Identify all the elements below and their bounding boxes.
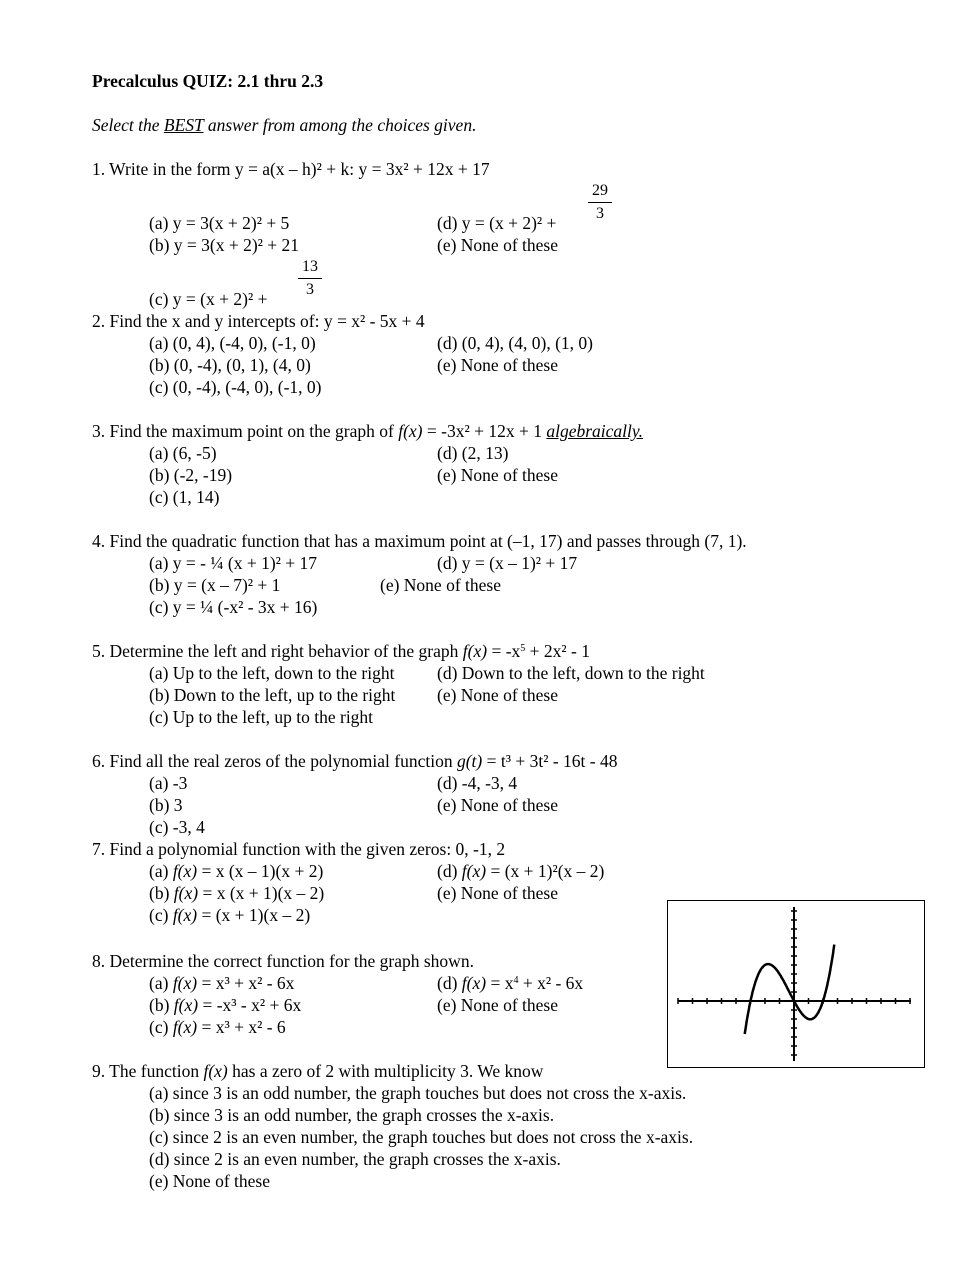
q1-c-denominator: 3	[306, 281, 314, 298]
q1-choice-b[interactable]: (b) y = 3(x + 2)² + 21	[149, 235, 300, 255]
q1-choice-c[interactable]: (c) y = (x + 2)² +	[149, 289, 268, 309]
q8-choice-e[interactable]: (e) None of these	[437, 995, 558, 1015]
q7-d-label: (d)	[437, 861, 462, 881]
q5-prompt-pre: 5. Determine the left and right behavior of the graph	[92, 641, 463, 661]
q4-prompt: 4. Find the quadratic function that has a maximum point at (–1, 17) and passes through (7, 1).	[92, 531, 747, 551]
q8-c-rest: = x³ + x² - 6	[197, 1017, 286, 1037]
q7-choice-e[interactable]: (e) None of these	[437, 883, 558, 903]
q3-algebraically: algebraically.	[546, 421, 644, 441]
q6-choice-d[interactable]: (d) -4, -3, 4	[437, 773, 518, 793]
q8-graph	[667, 900, 925, 1068]
q7-a-rest: = x (x – 1)(x + 2)	[197, 861, 324, 881]
q5-choice-b[interactable]: (b) Down to the left, up to the right	[149, 685, 396, 705]
q1-d-denominator: 3	[596, 205, 604, 222]
q1-choice-c-fraction	[298, 258, 322, 299]
q2-choice-a[interactable]: (a) (0, 4), (-4, 0), (-1, 0)	[149, 333, 316, 353]
q9-choice-a[interactable]: (a) since 3 is an odd number, the graph touches but does not cross the x-axis.	[149, 1083, 687, 1103]
q5-choice-a[interactable]: (a) Up to the left, down to the right	[149, 663, 395, 683]
q8-choice-c[interactable]	[149, 1016, 286, 1038]
q4-choice-e[interactable]: (e) None of these	[380, 575, 501, 595]
q3-fx: f(x)	[398, 421, 423, 441]
q7-b-fx: f(x)	[173, 883, 199, 903]
q8-c-fx: f(x)	[172, 1017, 198, 1037]
q3-prompt-pre: 3. Find the maximum point on the graph of	[92, 421, 399, 441]
q6-prompt-post: = t³ + 3t² - 16t - 48	[482, 751, 618, 771]
q6-choice-c[interactable]: (c) -3, 4	[149, 817, 205, 837]
q8-b-label: (b)	[149, 995, 174, 1015]
q9-choice-e[interactable]: (e) None of these	[149, 1171, 270, 1191]
q3-choice-d[interactable]: (d) (2, 13)	[437, 443, 509, 463]
q8-d-rest-pre: = x	[486, 973, 514, 993]
q3-prompt-mid: = -3x² + 12x + 1	[422, 421, 547, 441]
q8-b-rest: = -x³ - x² + 6x	[198, 995, 302, 1015]
q5-prompt-post: + 2x² - 1	[525, 641, 590, 661]
q7-c-label: (c)	[149, 905, 173, 925]
q2-choice-e[interactable]: (e) None of these	[437, 355, 558, 375]
q1-choice-a[interactable]: (a) y = 3(x + 2)² + 5	[149, 213, 290, 233]
q1-choice-d-fraction	[588, 182, 612, 223]
q7-choice-a[interactable]	[149, 860, 323, 882]
q7-b-label: (b)	[149, 883, 174, 903]
q9-choice-c[interactable]: (c) since 2 is an even number, the graph touches but does not cross the x-axis.	[149, 1127, 694, 1147]
q8-c-label: (c)	[149, 1017, 173, 1037]
q1-d-numerator: 29	[588, 182, 612, 203]
q7-prompt: 7. Find a polynomial function with the given zeros: 0, -1, 2	[92, 839, 506, 859]
q8-d-rest-post: + x² - 6x	[518, 973, 584, 993]
q5-prompt	[92, 640, 590, 662]
q8-choice-a[interactable]	[149, 972, 294, 994]
q2-choice-c[interactable]: (c) (0, -4), (-4, 0), (-1, 0)	[149, 377, 322, 397]
q8-d-label: (d)	[437, 973, 462, 993]
q9-prompt	[92, 1060, 543, 1082]
q7-choice-b[interactable]	[149, 882, 324, 904]
q6-choice-e[interactable]: (e) None of these	[437, 795, 558, 815]
instructions-pre: Select the	[92, 115, 164, 135]
q9-choice-d[interactable]: (d) since 2 is an even number, the graph crosses the x-axis.	[149, 1149, 561, 1169]
q6-prompt	[92, 750, 618, 772]
q8-choice-b[interactable]	[149, 994, 301, 1016]
q4-choice-d[interactable]: (d) y = (x – 1)² + 17	[437, 553, 578, 573]
instructions	[92, 114, 476, 136]
q7-b-rest: = x (x + 1)(x – 2)	[198, 883, 325, 903]
q6-prompt-pre: 6. Find all the real zeros of the polynomial function	[92, 751, 457, 771]
q3-choice-a[interactable]: (a) (6, -5)	[149, 443, 217, 463]
q7-a-label: (a)	[149, 861, 173, 881]
q5-prompt-mid: = -x	[487, 641, 521, 661]
q8-d-fx: f(x)	[461, 973, 487, 993]
instructions-best: BEST	[163, 115, 204, 135]
q1-c-numerator: 13	[298, 258, 322, 279]
graph-curve	[745, 945, 835, 1034]
q1-choice-e[interactable]: (e) None of these	[437, 235, 558, 255]
q4-choice-a[interactable]: (a) y = - ¼ (x + 1)² + 17	[149, 553, 318, 573]
q7-choice-c[interactable]	[149, 904, 310, 926]
q7-c-fx: f(x)	[172, 905, 198, 925]
q5-choice-d[interactable]: (d) Down to the left, down to the right	[437, 663, 705, 683]
q7-d-rest: = (x + 1)²(x – 2)	[486, 861, 605, 881]
q7-d-fx: f(x)	[461, 861, 487, 881]
q6-choice-b[interactable]: (b) 3	[149, 795, 183, 815]
q4-choice-c[interactable]: (c) y = ¼ (-x² - 3x + 16)	[149, 597, 318, 617]
q9-fx: f(x)	[203, 1061, 228, 1081]
q9-prompt-pre: 9. The function	[92, 1061, 204, 1081]
q5-fx: f(x)	[462, 641, 488, 661]
q5-exponent: 5	[520, 643, 526, 654]
q1-choice-d[interactable]: (d) y = (x + 2)² +	[437, 213, 557, 233]
q2-prompt: 2. Find the x and y intercepts of: y = x² - 5x + 4	[92, 311, 425, 331]
q9-choice-b[interactable]: (b) since 3 is an odd number, the graph crosses the x-axis.	[149, 1105, 555, 1125]
q8-a-rest: = x³ + x² - 6x	[197, 973, 295, 993]
q9-prompt-post: has a zero of 2 with multiplicity 3. We know	[227, 1061, 544, 1081]
q4-choice-b[interactable]: (b) y = (x – 7)² + 1	[149, 575, 281, 595]
q8-graph-svg	[668, 901, 924, 1067]
q3-choice-c[interactable]: (c) (1, 14)	[149, 487, 220, 507]
instructions-post: answer from among the choices given.	[203, 115, 477, 135]
quiz-title: Precalculus QUIZ: 2.1 thru 2.3	[92, 71, 324, 91]
q3-choice-b[interactable]: (b) (-2, -19)	[149, 465, 233, 485]
q8-b-fx: f(x)	[173, 995, 199, 1015]
q1-prompt: 1. Write in the form y = a(x – h)² + k: y = 3x² + 12x + 17	[92, 159, 490, 179]
q8-prompt: 8. Determine the correct function for the graph shown.	[92, 951, 474, 971]
q7-c-rest: = (x + 1)(x – 2)	[197, 905, 311, 925]
q3-choice-e[interactable]: (e) None of these	[437, 465, 558, 485]
q8-choice-d[interactable]	[437, 972, 583, 994]
q5-choice-c[interactable]: (c) Up to the left, up to the right	[149, 707, 374, 727]
q7-a-fx: f(x)	[172, 861, 198, 881]
q3-prompt	[92, 420, 643, 442]
q5-choice-e[interactable]: (e) None of these	[437, 685, 558, 705]
q7-choice-d[interactable]	[437, 860, 604, 882]
q8-a-fx: f(x)	[172, 973, 198, 993]
q2-choice-b[interactable]: (b) (0, -4), (0, 1), (4, 0)	[149, 355, 311, 375]
q6-gt: g(t)	[456, 751, 483, 771]
q6-choice-a[interactable]: (a) -3	[149, 773, 188, 793]
q2-choice-d[interactable]: (d) (0, 4), (4, 0), (1, 0)	[437, 333, 593, 353]
q8-d-exponent: 4	[513, 975, 519, 986]
q8-a-label: (a)	[149, 973, 173, 993]
